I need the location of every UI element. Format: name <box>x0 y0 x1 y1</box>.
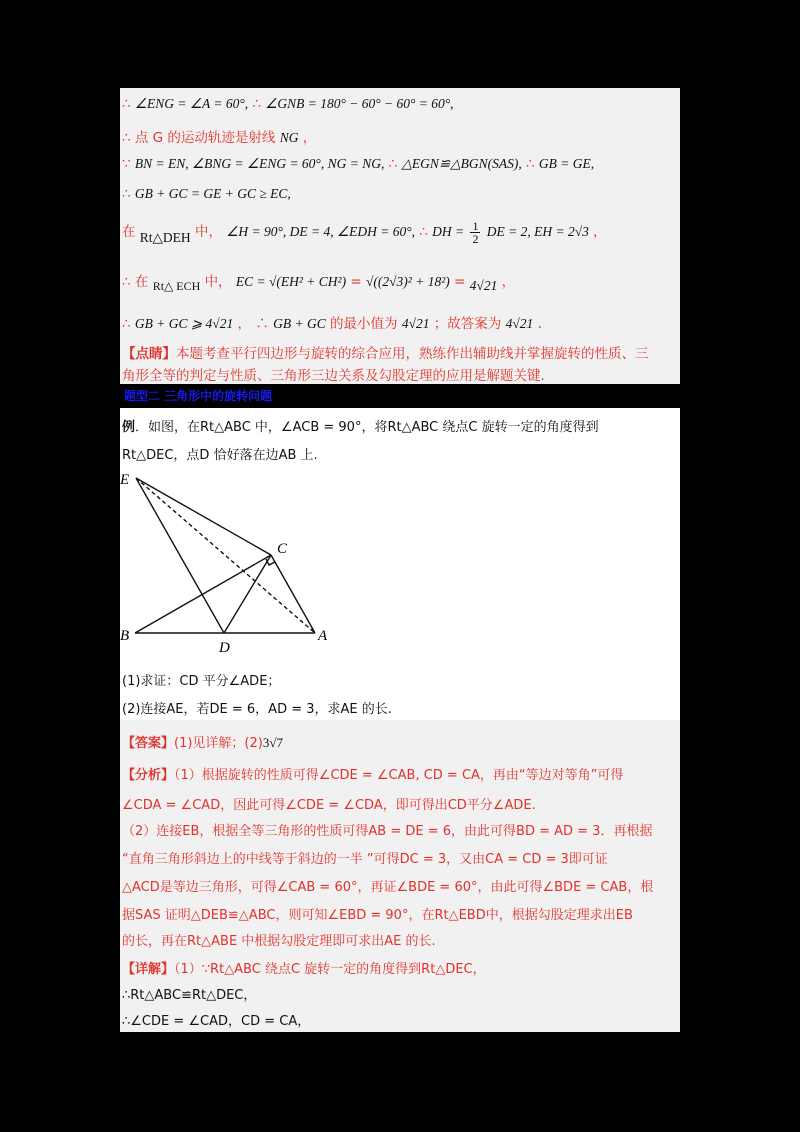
analysis-text: （2）连接EB，根据全等三角形的性质可得AB = DE = 6，由此可得BD = AD = 3．再根据 <box>122 824 653 839</box>
question-1 <box>122 670 280 689</box>
analysis-text: “直角三角形斜边上的中线等于斜边的一半 ”可得DC = 3，又由CA = CD = 3即可证 <box>122 852 608 867</box>
geometry-figure <box>120 470 340 665</box>
point-label-b: B <box>120 628 130 644</box>
analysis-line-2 <box>122 794 536 813</box>
analysis-line-6 <box>122 904 633 923</box>
solution-line-3 <box>122 156 594 172</box>
example-text: ．如图，在Rt△ABC 中，∠ACB = 90°，将Rt△ABC 绕点C 旋转一定的角度得到 <box>135 420 599 435</box>
therefore-symbol: ∴ <box>526 156 535 172</box>
analysis-line-3 <box>122 820 652 839</box>
answer-block <box>120 720 680 1032</box>
detail-line-3 <box>122 1010 310 1029</box>
detail-text: ∴∠CDE = ∠CAD，CD = CA， <box>122 1014 311 1029</box>
solution-block <box>120 88 680 384</box>
statement-text: 中， <box>204 274 232 290</box>
punctuation: ， <box>302 130 317 146</box>
math-expression: GB + GC <box>273 316 326 331</box>
math-expression: ∠ENG = ∠A = 60°, <box>134 96 249 111</box>
point-label-c: C <box>277 541 288 557</box>
therefore-symbol: ∴ <box>122 316 131 332</box>
punctuation: . <box>537 316 542 332</box>
math-expression: GB + GC ⩾ 4√21 <box>134 316 234 331</box>
therefore-symbol: ∴ <box>255 316 269 332</box>
statement-text: ；故答案为 <box>433 316 502 332</box>
answer-value: 3√7 <box>262 735 283 750</box>
math-expression: 4√21 <box>469 278 498 293</box>
math-expression: DE = 2, EH = 2√3 <box>486 224 589 239</box>
detail-line-2 <box>122 984 256 1003</box>
solution-line-1 <box>122 96 454 112</box>
section-heading: 题型二 三角形中的旋转问题 <box>124 389 273 403</box>
math-expression: ∠GNB = 180° − 60° − 60° = 60°, <box>265 96 454 111</box>
punctuation: ， <box>501 274 516 290</box>
punctuation: ， <box>593 224 607 240</box>
comment-text: 角形全等的判定与性质、三角形三边关系及勾股定理的应用是解题关键. <box>122 368 545 384</box>
comment-line-1 <box>122 342 649 362</box>
analysis-line-5 <box>122 876 653 895</box>
answer-text: (1)见详解；(2) <box>174 736 263 751</box>
solution-line-2 <box>122 126 316 146</box>
math-expression: Rt△ ECH <box>152 279 201 293</box>
question-text: (1)求证：CD 平分∠ADE； <box>122 674 281 689</box>
therefore-symbol: ∴ <box>122 130 131 146</box>
comment-line-2 <box>122 364 545 384</box>
math-expression: √((2√3)² + 18²) <box>365 274 450 289</box>
point-label-a: A <box>318 628 328 644</box>
equals-sign: = <box>454 274 466 290</box>
answer-line <box>122 732 283 751</box>
math-expression: 4√21 <box>401 316 430 331</box>
math-expression: △EGN≌△BGN(SAS), <box>401 156 522 171</box>
analysis-text: （1）根据旋转的性质可得∠CDE = ∠CAB, CD = CA，再由“等边对等角”可得 <box>174 768 624 783</box>
statement-text: 点 G 的运动轨迹是射线 <box>134 130 276 146</box>
example-line-1 <box>122 416 599 435</box>
detail-text: ∴Rt△ABC≌Rt△DEC， <box>122 988 257 1003</box>
math-expression: ∠H = 90°, DE = 4, ∠EDH = 60°, <box>226 224 415 239</box>
denominator: 2 <box>472 232 479 246</box>
example-text: Rt△DEC，点D 恰好落在边AB 上. <box>122 448 318 463</box>
math-expression: NG <box>279 130 299 145</box>
analysis-text: ∠CDA = ∠CAD，因此可得∠CDE = ∠CDA，即可得出CD平分∠ADE. <box>122 798 536 813</box>
analysis-line-7 <box>122 930 436 949</box>
analysis-label: 【分析】 <box>122 768 175 783</box>
example-block <box>120 408 680 720</box>
statement-text: 在 <box>134 274 149 290</box>
section-heading-bar <box>120 384 680 408</box>
math-expression: DH = <box>432 224 465 239</box>
fraction <box>470 220 480 245</box>
numerator: 1 <box>472 219 479 233</box>
analysis-text: 据SAS 证明△DEB≌△ABC，则可知∠EBD = 90°，在Rt△EBD中，根据勾股定理求出EB <box>122 908 633 923</box>
because-symbol: ∵ <box>122 156 131 172</box>
therefore-symbol: ∴ <box>122 96 131 112</box>
solution-line-7 <box>122 312 542 332</box>
math-expression: GB + GC = GE + GC ≥ EC, <box>134 186 291 201</box>
statement-text: 在 <box>122 224 136 240</box>
therefore-symbol: ∴ <box>419 224 428 240</box>
point-label-e: E <box>120 472 130 488</box>
therefore-symbol: ∴ <box>252 96 261 112</box>
comment-text: 本题考查平行四边形与旋转的综合应用，熟练作出辅助线并掌握旋转的性质、三 <box>176 346 649 362</box>
analysis-text: △ACD是等边三角形，可得∠CAB = 60°，再证∠BDE = 60°，由此可得∠BDE = CAB，根 <box>122 880 654 895</box>
math-expression: BN = EN, ∠BNG = ∠ENG = 60°, NG = NG, <box>134 156 385 171</box>
therefore-symbol: ∴ <box>122 274 131 290</box>
analysis-line-4 <box>122 848 608 867</box>
statement-text: 中， <box>194 224 222 240</box>
comment-label: 【点睛】 <box>122 346 176 362</box>
therefore-symbol: ∴ <box>122 186 131 202</box>
question-2 <box>122 698 392 717</box>
solution-line-6 <box>122 270 516 293</box>
math-expression: 4√21 <box>505 316 534 331</box>
punctuation: ， <box>237 316 252 332</box>
example-label: 例 <box>122 420 136 435</box>
math-expression: Rt△DEH <box>139 230 191 245</box>
solution-line-4 <box>122 186 291 202</box>
math-expression: GB = GE, <box>538 156 595 171</box>
answer-label: 【答案】 <box>122 736 175 751</box>
math-expression: EC = √(EH² + CH²) <box>235 274 347 289</box>
analysis-text: 的长，再在Rt△ABE 中根据勾股定理即可求出AE 的长. <box>122 934 436 949</box>
detail-line-1 <box>122 958 486 977</box>
point-label-d: D <box>219 640 230 656</box>
analysis-line-1 <box>122 764 623 783</box>
equals-sign: = <box>350 274 362 290</box>
statement-text: 的最小值为 <box>330 316 398 332</box>
solution-line-5 <box>122 220 607 245</box>
detail-label: 【详解】 <box>122 962 175 977</box>
question-text: (2)连接AE，若DE = 6，AD = 3，求AE 的长. <box>122 702 392 717</box>
example-line-2 <box>122 444 318 463</box>
detail-text: （1）∵Rt△ABC 绕点C 旋转一定的角度得到Rt△DEC， <box>174 962 486 977</box>
therefore-symbol: ∴ <box>388 156 398 172</box>
